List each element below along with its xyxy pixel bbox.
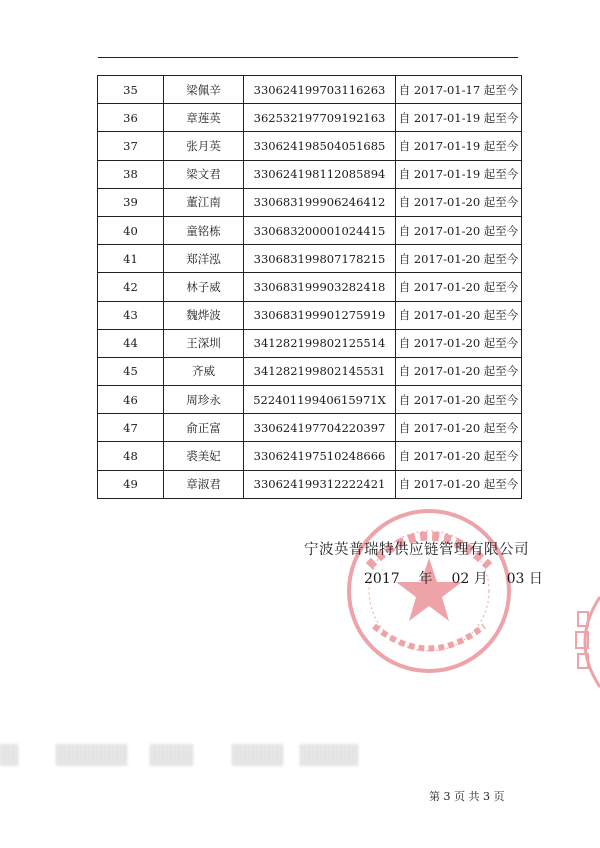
- row-number: 44: [98, 329, 164, 357]
- table-row: [98, 442, 522, 470]
- employment-period: 自 2017-01-20 起至今: [396, 329, 522, 357]
- table-row: [98, 329, 522, 357]
- employee-name: 董江南: [164, 188, 244, 216]
- row-number: 35: [98, 76, 164, 104]
- row-number: 47: [98, 414, 164, 442]
- page-number: 第 3 页 共 3 页: [429, 790, 505, 803]
- table-row: [98, 301, 522, 329]
- table-row: [98, 216, 522, 244]
- signature-date: [364, 568, 543, 588]
- redacted-footer-text: [0, 744, 600, 768]
- row-number: 36: [98, 104, 164, 132]
- row-number: 41: [98, 245, 164, 273]
- id-number: 330683199906246412: [244, 188, 396, 216]
- employee-name: 齐威: [164, 357, 244, 385]
- row-number: 48: [98, 442, 164, 470]
- date-year: 2017: [364, 571, 400, 587]
- employee-name: 魏烨波: [164, 301, 244, 329]
- employee-name: 俞正富: [164, 414, 244, 442]
- table-row: [98, 273, 522, 301]
- row-number: 39: [98, 188, 164, 216]
- id-number: 330683200001024415: [244, 216, 396, 244]
- row-number: 38: [98, 160, 164, 188]
- table-row: [98, 245, 522, 273]
- id-number: 330683199903282418: [244, 273, 396, 301]
- employee-name: 章莲英: [164, 104, 244, 132]
- id-number: 341282199802145531: [244, 357, 396, 385]
- employment-period: 自 2017-01-20 起至今: [396, 357, 522, 385]
- employee-table-body: [98, 76, 522, 499]
- table-row: [98, 76, 522, 104]
- date-day-unit: 日: [528, 571, 543, 587]
- employee-name: 周珍永: [164, 386, 244, 414]
- employment-period: 自 2017-01-20 起至今: [396, 188, 522, 216]
- id-number: 330624199312222421: [244, 470, 396, 498]
- company-name: 宁波英普瑞特供应链管理有限公司: [304, 542, 529, 558]
- row-number: 40: [98, 216, 164, 244]
- row-number: 37: [98, 132, 164, 160]
- id-number: 330683199807178215: [244, 245, 396, 273]
- table-row: [98, 160, 522, 188]
- row-number: 45: [98, 357, 164, 385]
- employment-period: 自 2017-01-20 起至今: [396, 442, 522, 470]
- employee-name: 章淑君: [164, 470, 244, 498]
- employment-period: 自 2017-01-20 起至今: [396, 245, 522, 273]
- table-row: [98, 414, 522, 442]
- employment-period: 自 2017-01-20 起至今: [396, 470, 522, 498]
- id-number: 330624198112085894: [244, 160, 396, 188]
- id-number: 341282199802125514: [244, 329, 396, 357]
- employment-period: 自 2017-01-17 起至今: [396, 76, 522, 104]
- id-number: 330624198504051685: [244, 132, 396, 160]
- employee-name: 梁文君: [164, 160, 244, 188]
- employee-name: 裘美妃: [164, 442, 244, 470]
- table-row: [98, 132, 522, 160]
- date-day: 03: [506, 571, 525, 587]
- row-number: 49: [98, 470, 164, 498]
- table-row: [98, 470, 522, 498]
- employment-period: 自 2017-01-20 起至今: [396, 301, 522, 329]
- employment-period: 自 2017-01-20 起至今: [396, 386, 522, 414]
- employee-name: 童铭栋: [164, 216, 244, 244]
- employment-period: 自 2017-01-20 起至今: [396, 273, 522, 301]
- header-rule: [98, 57, 518, 58]
- employee-name: 林子威: [164, 273, 244, 301]
- employment-period: 自 2017-01-19 起至今: [396, 160, 522, 188]
- id-number: 330683199901275919: [244, 301, 396, 329]
- employment-period: 自 2017-01-20 起至今: [396, 414, 522, 442]
- row-number: 42: [98, 273, 164, 301]
- date-year-unit: 年: [418, 571, 433, 587]
- row-number: 43: [98, 301, 164, 329]
- id-number: 330624197510248666: [244, 442, 396, 470]
- employee-name: 梁佩辛: [164, 76, 244, 104]
- date-month: 02: [451, 571, 470, 587]
- side-stamp-fragment: [560, 592, 600, 692]
- employee-table: [97, 75, 522, 499]
- date-month-unit: 月: [473, 571, 488, 587]
- employee-name: 郑洋泓: [164, 245, 244, 273]
- table-row: [98, 357, 522, 385]
- table-row: [98, 104, 522, 132]
- row-number: 46: [98, 386, 164, 414]
- table-row: [98, 386, 522, 414]
- table-row: [98, 188, 522, 216]
- employment-period: 自 2017-01-19 起至今: [396, 132, 522, 160]
- employee-name: 王深圳: [164, 329, 244, 357]
- employee-name: 张月英: [164, 132, 244, 160]
- employment-period: 自 2017-01-20 起至今: [396, 216, 522, 244]
- id-number: 52240119940615971X: [244, 386, 396, 414]
- id-number: 330624199703116263: [244, 76, 396, 104]
- id-number: 362532197709192163: [244, 104, 396, 132]
- company-seal: [344, 506, 514, 676]
- id-number: 330624197704220397: [244, 414, 396, 442]
- employment-period: 自 2017-01-19 起至今: [396, 104, 522, 132]
